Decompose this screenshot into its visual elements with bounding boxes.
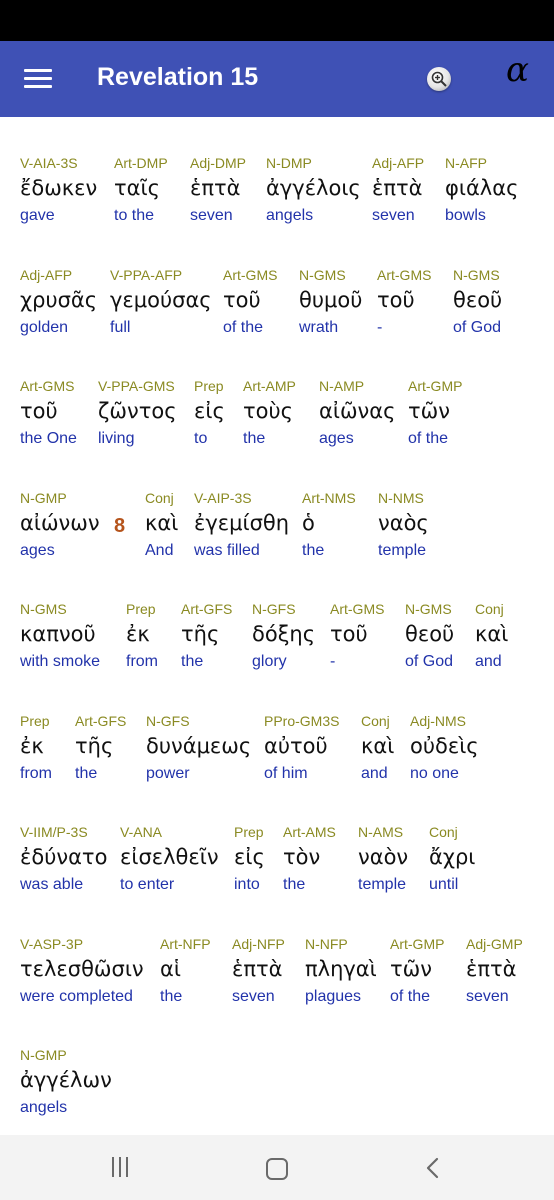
parsing-code: Art-GMS (223, 267, 278, 283)
greek-word: αἰῶνας (319, 399, 396, 423)
parsing-code: Art-GMP (390, 936, 445, 952)
english-gloss: - (377, 319, 383, 336)
greek-word: θεοῦ (453, 288, 503, 312)
parsing-code: Conj (361, 713, 390, 729)
parsing-code: Art-AMS (283, 824, 336, 840)
greek-word: ἀγγέλοις (266, 176, 361, 200)
parsing-code: V-ANA (120, 824, 163, 840)
verse-line (0, 824, 554, 924)
greek-word: τῶν (408, 399, 450, 423)
greek-word: ἔδωκεν (20, 176, 98, 200)
interlinear-content (0, 117, 554, 1135)
verse-line (0, 490, 554, 590)
english-gloss: no one (410, 765, 459, 782)
parsing-code: Prep (126, 601, 156, 617)
parsing-code: Conj (475, 601, 504, 617)
parsing-code: N-GMS (453, 267, 500, 283)
parsing-code: Prep (194, 378, 224, 394)
recents-icon[interactable] (110, 1154, 140, 1182)
parsing-code: Adj-NMS (410, 713, 467, 729)
parsing-code: N-GMS (299, 267, 346, 283)
parsing-code: Art-GMS (377, 267, 432, 283)
english-gloss: were completed (20, 988, 133, 1005)
parsing-code: Adj-NFP (232, 936, 285, 952)
greek-word: ναὸς (378, 511, 429, 535)
greek-word: πληγαὶ (305, 957, 377, 981)
greek-word: δόξης (252, 622, 316, 646)
english-gloss: the (75, 765, 98, 782)
greek-word: τοὺς (243, 399, 293, 423)
greek-word: εἰς (194, 399, 225, 423)
parsing-code: Conj (145, 490, 174, 506)
parsing-code: Art-GMS (330, 601, 385, 617)
english-gloss: golden (20, 319, 69, 336)
english-gloss: seven (190, 207, 233, 224)
parsing-code: Prep (234, 824, 264, 840)
greek-word: θεοῦ (405, 622, 455, 646)
parsing-code: N-DMP (266, 155, 312, 171)
parsing-code: N-GFS (146, 713, 190, 729)
greek-word: τοῦ (377, 288, 415, 312)
greek-word: τῆς (181, 622, 220, 646)
english-gloss: with smoke (20, 653, 101, 670)
parsing-code: N-AMS (358, 824, 404, 840)
english-gloss: from (20, 765, 52, 782)
greek-word: ἑπτὰ (372, 176, 423, 200)
english-gloss: the (181, 653, 204, 670)
greek-word: ἐγεμίσθη (194, 511, 290, 535)
parsing-code: Art-GMP (408, 378, 463, 394)
greek-word: ἐκ (20, 734, 44, 758)
parsing-code: N-AMP (319, 378, 365, 394)
english-gloss: seven (372, 207, 415, 224)
english-gloss: was able (20, 876, 84, 893)
parsing-code: N-GFS (252, 601, 296, 617)
verse-number: 8 (114, 515, 126, 537)
parsing-code: V-PPA-GMS (98, 378, 175, 394)
english-gloss: plagues (305, 988, 362, 1005)
greek-word: ἐκ (126, 622, 150, 646)
greek-word: ἐδύνατο (20, 845, 108, 869)
english-gloss: into (234, 876, 260, 893)
verse-line (0, 378, 554, 478)
english-gloss: wrath (299, 319, 339, 336)
app-bar (0, 41, 554, 117)
greek-word: τοῦ (20, 399, 58, 423)
verse-line (0, 267, 554, 367)
greek-word: φιάλας (445, 176, 519, 200)
parsing-code: Art-GFS (75, 713, 127, 729)
greek-word: αἱ (160, 957, 181, 981)
english-gloss: to enter (120, 876, 175, 893)
english-gloss: the One (20, 430, 77, 447)
parsing-code: Art-DMP (114, 155, 168, 171)
greek-word: τοῦ (330, 622, 368, 646)
verse-line (0, 601, 554, 701)
verse-line (0, 936, 554, 1036)
parsing-code: PPro-GM3S (264, 713, 340, 729)
english-gloss: seven (232, 988, 275, 1005)
english-gloss: the (283, 876, 306, 893)
greek-word: χρυσᾶς (20, 288, 98, 312)
english-gloss: of the (223, 319, 264, 336)
parsing-code: N-AFP (445, 155, 487, 171)
greek-word: θυμοῦ (299, 288, 363, 312)
greek-word: αὐτοῦ (264, 734, 328, 758)
system-nav-bar (0, 1135, 554, 1200)
alpha-icon[interactable]: α (506, 50, 529, 90)
english-gloss: temple (358, 876, 407, 893)
english-gloss: angels (266, 207, 314, 224)
parsing-code: N-GMS (405, 601, 452, 617)
parsing-code: V-PPA-AFP (110, 267, 183, 283)
english-gloss: and (361, 765, 388, 782)
parsing-code: V-AIA-3S (20, 155, 78, 171)
greek-word: ζῶντος (98, 399, 177, 423)
verse-line (0, 713, 554, 813)
greek-word: τοῦ (223, 288, 261, 312)
english-gloss: was filled (194, 542, 260, 559)
english-gloss: glory (252, 653, 287, 670)
english-gloss: of him (264, 765, 308, 782)
greek-word: εἰς (234, 845, 265, 869)
parsing-code: Adj-DMP (190, 155, 247, 171)
parsing-code: Art-GMS (20, 378, 75, 394)
english-gloss: seven (466, 988, 509, 1005)
greek-word: γεμούσας (110, 288, 212, 312)
english-gloss: And (145, 542, 174, 559)
verse-line (0, 155, 554, 255)
greek-word: εἰσελθεῖν (120, 845, 219, 869)
english-gloss: from (126, 653, 158, 670)
parsing-code: V-AIP-3S (194, 490, 252, 506)
greek-word: τὸν (283, 845, 321, 869)
english-gloss: ages (20, 542, 55, 559)
english-gloss: of God (405, 653, 454, 670)
english-gloss: bowls (445, 207, 486, 224)
parsing-code: N-GMS (20, 601, 67, 617)
english-gloss: the (302, 542, 325, 559)
english-gloss: to (194, 430, 208, 447)
english-gloss: to the (114, 207, 155, 224)
english-gloss: temple (378, 542, 427, 559)
greek-word: καὶ (145, 511, 179, 535)
parsing-code: Adj-AFP (20, 267, 73, 283)
english-gloss: of the (408, 430, 449, 447)
zoom-in-icon[interactable] (427, 67, 451, 91)
parsing-code: Art-NFP (160, 936, 211, 952)
parsing-code: Art-AMP (243, 378, 296, 394)
greek-word: τελεσθῶσιν (20, 957, 144, 981)
parsing-code: Conj (429, 824, 458, 840)
english-gloss: ages (319, 430, 354, 447)
parsing-code: N-GMP (20, 490, 67, 506)
greek-word: ἑπτὰ (466, 957, 517, 981)
menu-icon[interactable] (24, 69, 52, 89)
verse-line (0, 1047, 554, 1135)
greek-word: ἑπτὰ (190, 176, 241, 200)
parsing-code: N-NMS (378, 490, 424, 506)
english-gloss: the (160, 988, 183, 1005)
parsing-code: Adj-AFP (372, 155, 425, 171)
parsing-code: Art-NMS (302, 490, 356, 506)
greek-word: δυνάμεως (146, 734, 252, 758)
greek-word: καὶ (475, 622, 509, 646)
english-gloss: the (243, 430, 266, 447)
greek-word: ταῖς (114, 176, 160, 200)
back-icon[interactable] (420, 1154, 450, 1182)
greek-word: καπνοῦ (20, 622, 96, 646)
english-gloss: - (330, 653, 336, 670)
greek-word: καὶ (361, 734, 395, 758)
english-gloss: power (146, 765, 190, 782)
parsing-code: N-NFP (305, 936, 348, 952)
page-title: Revelation 15 (97, 63, 259, 91)
english-gloss: angels (20, 1099, 68, 1116)
status-bar (0, 0, 554, 41)
english-gloss: until (429, 876, 459, 893)
greek-word: ἀγγέλων (20, 1068, 112, 1092)
home-icon[interactable] (262, 1154, 292, 1182)
parsing-code: Art-GFS (181, 601, 233, 617)
english-gloss: of the (390, 988, 431, 1005)
parsing-code: Prep (20, 713, 50, 729)
parsing-code: V-IIM/P-3S (20, 824, 88, 840)
english-gloss: full (110, 319, 131, 336)
greek-word: τῆς (75, 734, 114, 758)
greek-word: ὁ (302, 511, 315, 535)
greek-word: οὐδεὶς (410, 734, 479, 758)
parsing-code: Adj-GMP (466, 936, 523, 952)
english-gloss: of God (453, 319, 502, 336)
english-gloss: living (98, 430, 135, 447)
greek-word: ἄχρι (429, 845, 476, 869)
parsing-code: N-GMP (20, 1047, 67, 1063)
english-gloss: gave (20, 207, 55, 224)
greek-word: τῶν (390, 957, 432, 981)
greek-word: ἑπτὰ (232, 957, 283, 981)
greek-word: ναὸν (358, 845, 409, 869)
english-gloss: and (475, 653, 502, 670)
parsing-code: V-ASP-3P (20, 936, 84, 952)
greek-word: αἰώνων (20, 511, 100, 535)
